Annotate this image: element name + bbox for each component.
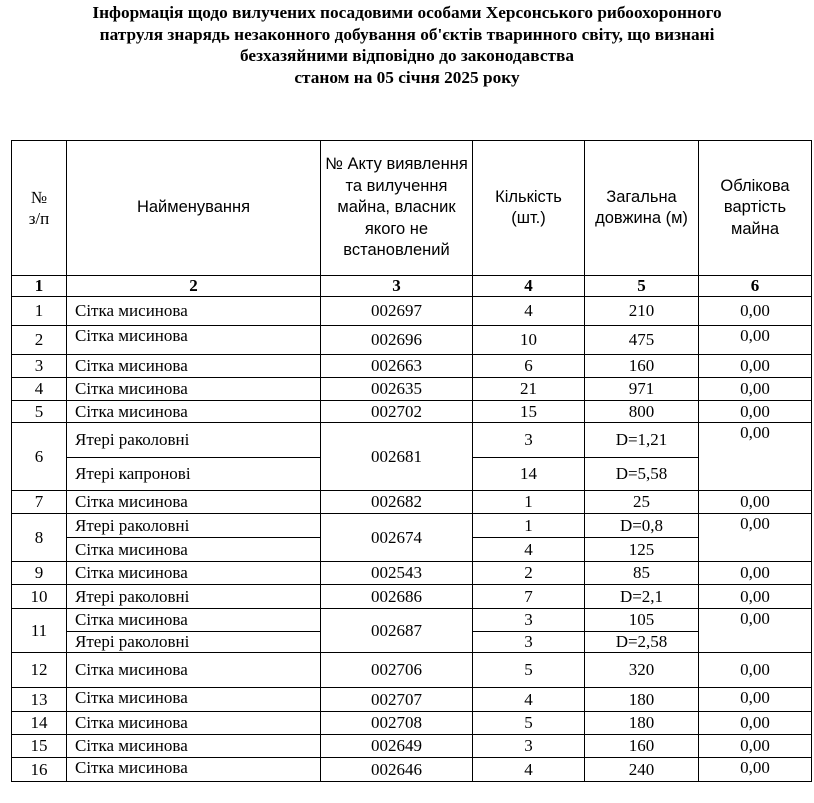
item-quantity: 7 [473,585,585,609]
table-row [12,712,812,735]
item-value: 0,00 [699,378,812,401]
table-row [12,758,812,782]
item-value: 0,00 [699,355,812,378]
item-length: D=1,21 [585,423,699,458]
row-number: 5 [12,401,67,423]
item-name: Сітка мисинова [67,562,321,585]
act-number: 002543 [321,562,473,585]
column-number: 4 [473,276,585,297]
item-quantity: 4 [473,688,585,712]
item-quantity: 15 [473,401,585,423]
act-number: 002682 [321,491,473,514]
table-row [12,585,812,609]
item-name: Ятері капронові [67,458,321,491]
item-value: 0,00 [699,423,812,491]
item-name: Сітка мисинова [67,378,321,401]
item-value: 0,00 [699,735,812,758]
item-name: Ятері раколовні [67,632,321,653]
item-quantity: 5 [473,712,585,735]
header-quantity: Кількість (шт.) [473,141,585,276]
document-title [0,2,814,88]
item-quantity: 3 [473,609,585,632]
item-name: Сітка мисинова [67,491,321,514]
item-quantity: 3 [473,735,585,758]
act-number: 002707 [321,688,473,712]
row-number: 16 [12,758,67,782]
item-value: 0,00 [699,491,812,514]
table-row [12,401,812,423]
item-length: 85 [585,562,699,585]
title-line: Інформація щодо вилучених посадовими особами Херсонського рибоохоронного [92,3,722,22]
act-number: 002687 [321,609,473,653]
item-name: Сітка мисинова [67,538,321,562]
item-name: Ятері раколовні [67,423,321,458]
item-length: 320 [585,653,699,688]
column-number: 5 [585,276,699,297]
table-row [12,562,812,585]
table-row [12,423,812,458]
column-number: 3 [321,276,473,297]
act-number: 002674 [321,514,473,562]
row-number: 8 [12,514,67,562]
table-row [12,653,812,688]
item-quantity: 4 [473,758,585,782]
row-number: 15 [12,735,67,758]
row-number: 3 [12,355,67,378]
column-number: 2 [67,276,321,297]
header-name: Найменування [67,141,321,276]
table-row [12,491,812,514]
item-length: D=2,1 [585,585,699,609]
item-value: 0,00 [699,562,812,585]
table-row [12,609,812,632]
item-value: 0,00 [699,609,812,653]
act-number: 002646 [321,758,473,782]
item-quantity: 14 [473,458,585,491]
row-number: 6 [12,423,67,491]
table-row [12,378,812,401]
column-number: 1 [12,276,67,297]
row-number: 10 [12,585,67,609]
item-length: D=2,58 [585,632,699,653]
row-number: 2 [12,326,67,355]
row-number: 9 [12,562,67,585]
item-quantity: 5 [473,653,585,688]
item-length: 971 [585,378,699,401]
item-length: D=5,58 [585,458,699,491]
item-name: Сітка мисинова [67,653,321,688]
item-value: 0,00 [699,653,812,688]
row-number: 1 [12,297,67,326]
item-length: 240 [585,758,699,782]
table-row [12,326,812,355]
item-length: 180 [585,688,699,712]
table-row [12,688,812,712]
table-header-row [12,141,812,276]
item-name: Сітка мисинова [67,735,321,758]
row-number: 12 [12,653,67,688]
item-name: Сітка мисинова [67,758,321,782]
item-value: 0,00 [699,297,812,326]
act-number: 002681 [321,423,473,491]
act-number: 002708 [321,712,473,735]
act-number: 002686 [321,585,473,609]
column-number-row [12,276,812,297]
item-name: Сітка мисинова [67,609,321,632]
header-act: № Акту виявлення та вилучення майна, власник якого не встановлений [321,141,473,276]
act-number: 002663 [321,355,473,378]
item-length: 800 [585,401,699,423]
item-value: 0,00 [699,712,812,735]
item-quantity: 3 [473,632,585,653]
item-value: 0,00 [699,585,812,609]
item-name: Сітка мисинова [67,688,321,712]
item-value: 0,00 [699,758,812,782]
table-row [12,735,812,758]
act-number: 002696 [321,326,473,355]
item-name: Ятері раколовні [67,585,321,609]
item-length: 105 [585,609,699,632]
table-row [12,355,812,378]
item-name: Ятері раколовні [67,514,321,538]
item-quantity: 10 [473,326,585,355]
item-length: 160 [585,355,699,378]
item-quantity: 21 [473,378,585,401]
item-name: Сітка мисинова [67,297,321,326]
item-quantity: 1 [473,491,585,514]
item-length: 210 [585,297,699,326]
act-number: 002697 [321,297,473,326]
item-quantity: 6 [473,355,585,378]
header-value: Облікова вартість майна [699,141,812,276]
item-length: 125 [585,538,699,562]
item-length: D=0,8 [585,514,699,538]
act-number: 002635 [321,378,473,401]
header-length: Загальна довжина (м) [585,141,699,276]
title-line: станом на 05 січня 2025 року [294,67,520,87]
row-number: 13 [12,688,67,712]
item-quantity: 4 [473,297,585,326]
item-value: 0,00 [699,401,812,423]
item-quantity: 1 [473,514,585,538]
item-value: 0,00 [699,514,812,562]
item-quantity: 2 [473,562,585,585]
row-number: 7 [12,491,67,514]
item-name: Сітка мисинова [67,326,321,355]
column-number: 6 [699,276,812,297]
item-value: 0,00 [699,326,812,355]
item-quantity: 3 [473,423,585,458]
title-line: патруля знарядь незаконного добування об'єктів тваринного світу, що визнані [99,24,715,44]
item-length: 475 [585,326,699,355]
row-number: 11 [12,609,67,653]
row-number: 4 [12,378,67,401]
header-number: № з/п [12,141,67,276]
item-name: Сітка мисинова [67,401,321,423]
item-quantity: 4 [473,538,585,562]
act-number: 002702 [321,401,473,423]
item-length: 180 [585,712,699,735]
act-number: 002706 [321,653,473,688]
seized-items-table [11,140,812,782]
table-row [12,297,812,326]
table-row [12,514,812,538]
item-value: 0,00 [699,688,812,712]
item-name: Сітка мисинова [67,355,321,378]
item-name: Сітка мисинова [67,712,321,735]
item-length: 160 [585,735,699,758]
title-line: безхазяйними відповідно до законодавства [240,46,574,65]
act-number: 002649 [321,735,473,758]
row-number: 14 [12,712,67,735]
item-length: 25 [585,491,699,514]
